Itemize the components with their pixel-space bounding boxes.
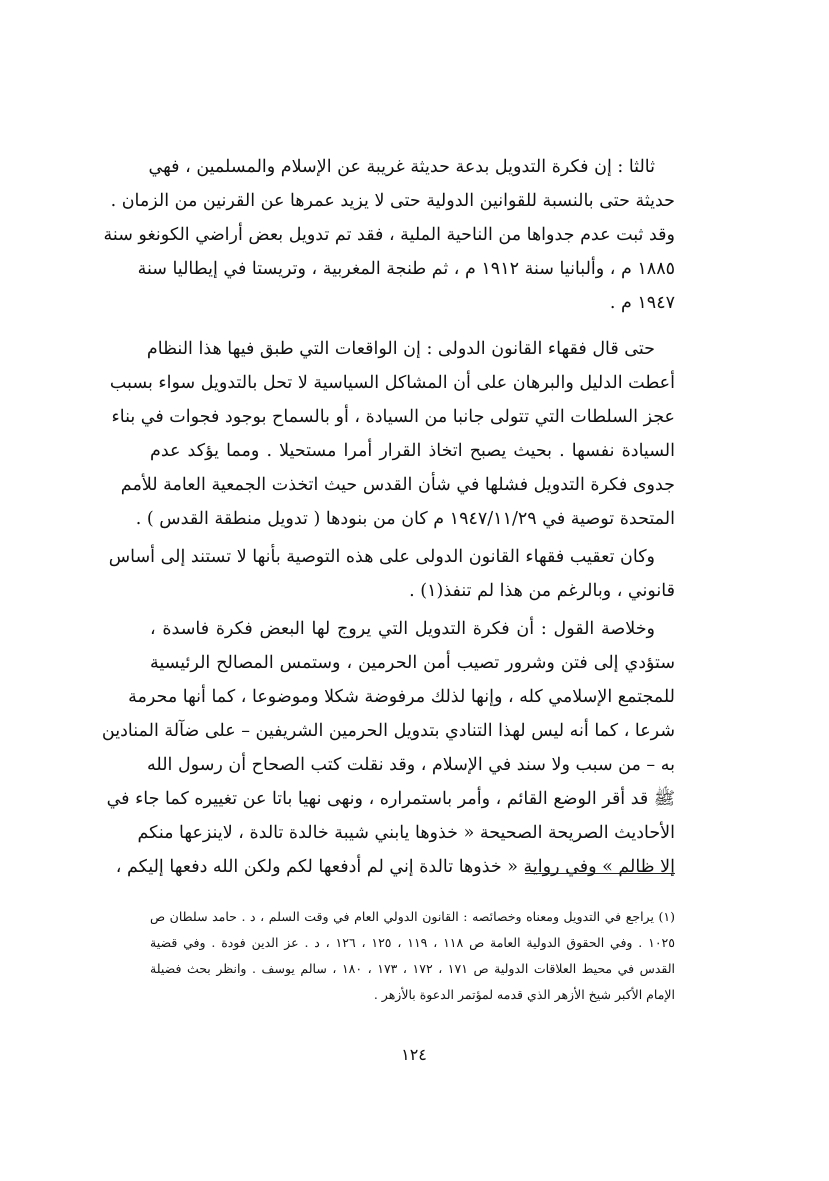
body-line: الأحاديث الصريحة الصحيحة « خذوها يابني شيبة خالدة تالدة ، لاينزعها منكم [137,823,675,843]
body-line: ثالثا : إن فكرة التدويل بدعة حديثة غريبة عن الإسلام والمسلمين ، فهي [148,157,655,177]
body-line: ﷺ قد أقر الوضع القائم ، وأمر باستمراره ، ونهى نهيا باتا عن تغييره كما جاء في [106,789,675,809]
body-line: شرعا ، كما أنه ليس لهذا التنادي بتدويل الحرمين الشريفين – على ضآلة المنادين [101,721,675,741]
body-line: قانوني ، وبالرغم من هذا لم تنفذ(١) . [409,581,675,601]
body-line: إلا ظالم » وفي رواية « خذوها تالدة إني لم أدفعها لكم ولكن الله دفعها إليكم ، [115,857,675,877]
footnote-line: (١) يراجع في التدويل ومعناه وخصائصه : القانون الدولي العام في وقت السلم ، د . حامد سلطان ص [150,909,675,924]
body-line: ١٨٨٥ م ، وألبانيا سنة ١٩١٢ م ، ثم طنجة المغربية ، وتريستا في إيطاليا سنة [137,259,675,279]
main-text [101,0,676,1181]
body-line: حديثة حتى بالنسبة للقوانين الدولية حتى لا يزيد عمرها عن القرنين من الزمان . [110,191,675,211]
body-line: أعطت الدليل والبرهان على أن المشاكل السياسية لا تحل بالتدويل سواء بسبب [109,373,675,393]
body-line: ١٩٤٧ م . [609,293,675,313]
body-line: ستؤدي إلى فتن وشرور تصيب أمن الحرمين ، وستمس المصالح الرئيسية [150,653,675,673]
body-line: للمجتمع الإسلامي كله ، وإنها لذلك مرفوضة شكلا وموضوعا ، كما أنها محرمة [128,687,675,707]
footnote-line: القدس في محيط العلاقات الدولية ص ١٧١ ، ١٧٢ ، ١٧٣ ، ١٨٠ ، سالم يوسف . وانظر بحث فضيلة [150,961,676,976]
body-line: المتحدة توصية في ١٩٤٧/١١/٢٩ م كان من بنودها ( تدويل منطقة القدس ) . [135,509,675,529]
footnote-separator [525,873,675,874]
footnote-line: الإمام الأكبر شيخ الأزهر الذي قدمه لمؤتمر الدعوة بالأزهر . [373,987,675,1002]
body-line: حتى قال فقهاء القانون الدولى : إن الواقعات التي طبق فيها هذا النظام [146,339,655,359]
body-line: السيادة نفسها . بحيث يصبح اتخاذ القرار أمرا مستحيلا . ومما يؤكد عدم [150,441,675,461]
body-line: عجز السلطات التي تتولى جانبا من السيادة ، أو بالسماح بوجود فجوات في بناء [111,407,675,427]
body-line: به – من سبب ولا سند في الإسلام ، وقد نقلت كتب الصحاح أن رسول الله [147,755,675,775]
body-line: وكان تعقيب فقهاء القانون الدولى على هذه التوصية بأنها لا تستند إلى أساس [108,547,655,567]
page-number: ١٢٤ [401,1045,427,1064]
body-line: وقد ثبت عدم جدواها من الناحية الملية ، فقد تم تدويل بعض أراضي الكونغو سنة [103,225,675,245]
body-line: جدوى فكرة التدويل فشلها في شأن القدس حيث اتخذت الجمعية العامة للأمم [120,475,675,495]
footnote-line: ١٠٢٥ . وفي الحقوق الدولية العامة ص ١١٨ ، ١١٩ ، ١٢٥ ، ١٢٦ ، د . عز الدين فودة . وفي قضية [150,935,675,950]
body-line: وخلاصة القول : أن فكرة التدويل التي يروج لها البعض فكرة فاسدة ، [150,619,655,639]
